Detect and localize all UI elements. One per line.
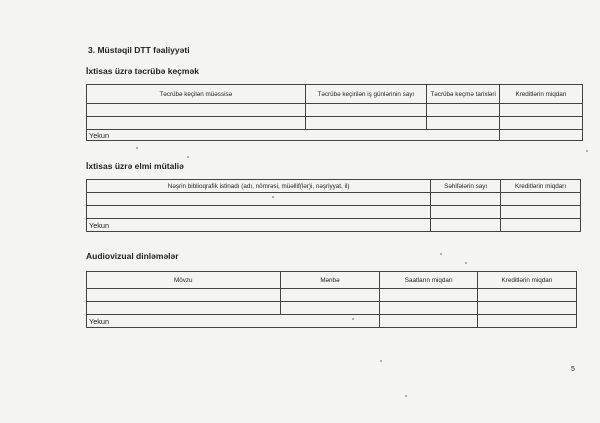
- total-label: Yekun: [87, 219, 431, 232]
- scan-speck: [136, 147, 138, 149]
- table-row: [87, 104, 583, 117]
- table-header-row: [87, 180, 581, 193]
- practice-table: [86, 84, 583, 141]
- table-row: [87, 193, 581, 206]
- audio-table: [86, 271, 577, 328]
- research-heading: İxtisas üzrə elmi mütaliə: [86, 161, 184, 171]
- practice-heading: İxtisas üzrə təcrübə keçmək: [86, 66, 199, 76]
- column-header: Təcrübə keçilən müəssisə: [87, 85, 306, 104]
- scan-speck: [405, 395, 407, 397]
- column-header: Səhifələrin sayı: [431, 180, 501, 193]
- column-header: Mənbə: [280, 272, 380, 289]
- audio-heading: Audiovizual dinləmələr: [86, 251, 179, 261]
- column-header: Kreditlərin miqdarı: [500, 85, 583, 104]
- table-header-row: [87, 85, 583, 104]
- scan-speck: [380, 360, 382, 362]
- table-row: [87, 302, 577, 315]
- column-header: Kreditlərin miqdarı: [478, 272, 577, 289]
- total-row: [87, 219, 581, 232]
- table-row: [87, 206, 581, 219]
- total-label: Yekun: [87, 315, 380, 328]
- column-header: Kreditlərin miqdarı: [501, 180, 581, 193]
- total-row: [87, 315, 577, 328]
- total-label: Yekun: [87, 130, 500, 141]
- column-header: Saatların miqdarı: [380, 272, 478, 289]
- total-row: [87, 130, 583, 141]
- scan-speck: [586, 150, 588, 152]
- research-table: [86, 179, 581, 232]
- table-row: [87, 117, 583, 130]
- table-header-row: [87, 272, 577, 289]
- scan-speck: [187, 156, 189, 158]
- column-header: Təcrübə keçmə tarixləri: [427, 85, 500, 104]
- table-row: [87, 289, 577, 302]
- page-number: 5: [571, 366, 575, 373]
- scan-speck: [440, 253, 442, 255]
- column-header: Nəşrin biblioqrafik istinadı (adı, nömrəsi, müəllif(lər)i, nəşriyyat, il): [87, 180, 431, 193]
- column-header: Mövzu: [87, 272, 281, 289]
- scan-speck: [465, 262, 467, 264]
- scan-speck: [352, 318, 354, 320]
- section-title: 3. Müstəqil DTT fəaliyyəti: [88, 45, 190, 55]
- scan-speck: [272, 196, 274, 198]
- column-header: Təcrübə keçirilən iş günlərinin sayı: [305, 85, 427, 104]
